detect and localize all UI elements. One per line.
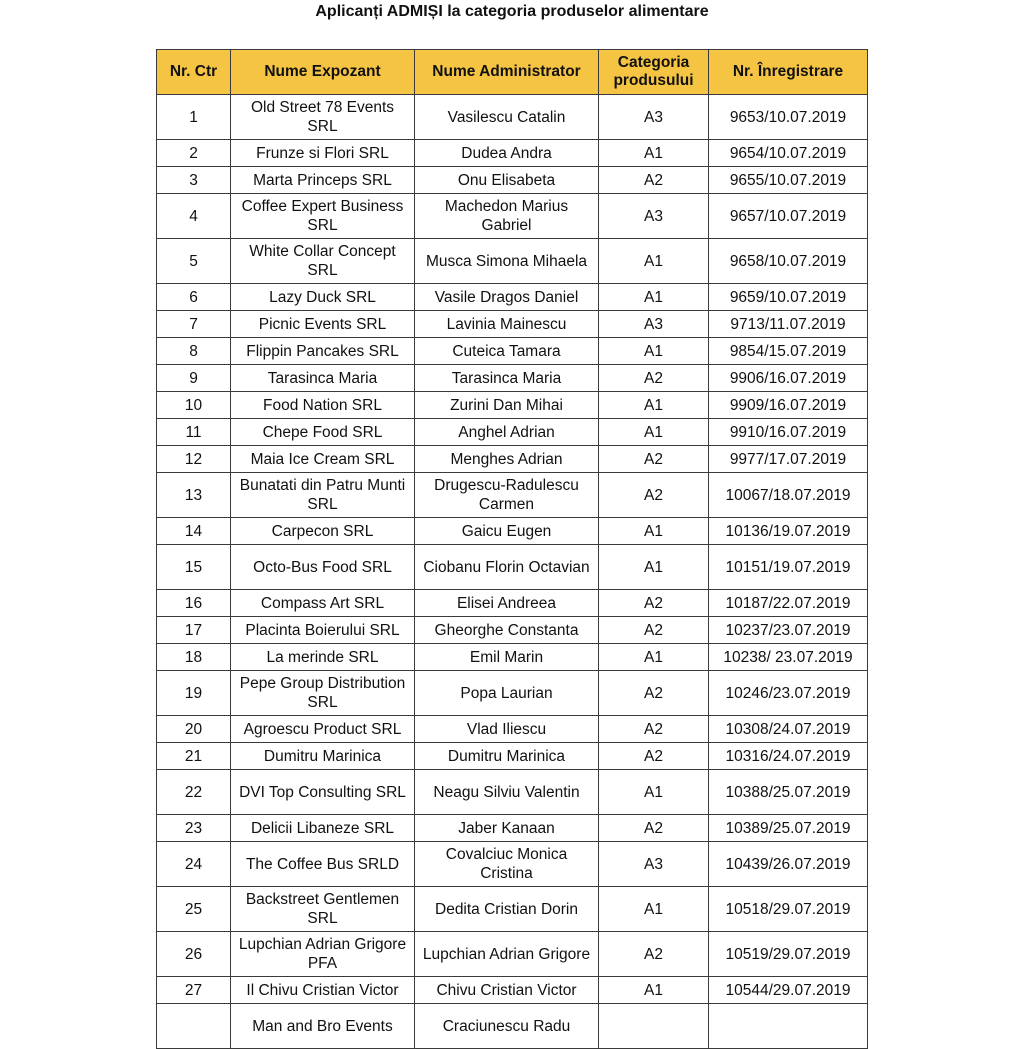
cell-expozant: Marta Princeps SRL <box>231 167 415 194</box>
cell-administrator: Dedita Cristian Dorin <box>415 887 599 932</box>
cell-categorie: A3 <box>599 95 709 140</box>
cell-expozant: Carpecon SRL <box>231 518 415 545</box>
cell-inregistrare: 10388/25.07.2019 <box>709 770 868 815</box>
column-header-inregistrare: Nr. Înregistrare <box>709 50 868 95</box>
cell-inregistrare: 10519/29.07.2019 <box>709 932 868 977</box>
cell-categorie: A1 <box>599 770 709 815</box>
table-row <box>157 446 868 473</box>
cell-nr: 12 <box>157 446 231 473</box>
cell-nr: 14 <box>157 518 231 545</box>
cell-inregistrare: 10246/23.07.2019 <box>709 671 868 716</box>
cell-categorie: A2 <box>599 815 709 842</box>
cell-inregistrare: 9657/10.07.2019 <box>709 194 868 239</box>
cell-administrator: Vasile Dragos Daniel <box>415 284 599 311</box>
cell-inregistrare: 10237/23.07.2019 <box>709 617 868 644</box>
cell-administrator: Chivu Cristian Victor <box>415 977 599 1004</box>
cell-nr: 18 <box>157 644 231 671</box>
cell-categorie: A2 <box>599 446 709 473</box>
cell-inregistrare: 9910/16.07.2019 <box>709 419 868 446</box>
cell-administrator: Menghes Adrian <box>415 446 599 473</box>
cell-administrator: Vlad Iliescu <box>415 716 599 743</box>
cell-inregistrare: 9658/10.07.2019 <box>709 239 868 284</box>
cell-administrator: Neagu Silviu Valentin <box>415 770 599 815</box>
cell-nr: 26 <box>157 932 231 977</box>
cell-categorie: A2 <box>599 473 709 518</box>
cell-categorie: A2 <box>599 365 709 392</box>
cell-nr: 19 <box>157 671 231 716</box>
cell-categorie: A2 <box>599 932 709 977</box>
cell-categorie: A1 <box>599 518 709 545</box>
cell-expozant: Lazy Duck SRL <box>231 284 415 311</box>
cell-nr: 8 <box>157 338 231 365</box>
cell-categorie: A1 <box>599 644 709 671</box>
cell-inregistrare: 9653/10.07.2019 <box>709 95 868 140</box>
cell-administrator: Zurini Dan Mihai <box>415 392 599 419</box>
cell-nr: 11 <box>157 419 231 446</box>
cell-nr <box>157 1004 231 1049</box>
table-row <box>157 617 868 644</box>
cell-administrator: Tarasinca Maria <box>415 365 599 392</box>
table-row <box>157 887 868 932</box>
table-body <box>157 95 868 1049</box>
table-row <box>157 770 868 815</box>
cell-categorie: A1 <box>599 239 709 284</box>
cell-administrator: Jaber Kanaan <box>415 815 599 842</box>
cell-administrator: Popa Laurian <box>415 671 599 716</box>
cell-nr: 24 <box>157 842 231 887</box>
cell-categorie: A3 <box>599 311 709 338</box>
cell-expozant: Food Nation SRL <box>231 392 415 419</box>
cell-administrator: Onu Elisabeta <box>415 167 599 194</box>
cell-expozant: Picnic Events SRL <box>231 311 415 338</box>
column-header-expozant: Nume Expozant <box>231 50 415 95</box>
table-row <box>157 716 868 743</box>
cell-administrator: Machedon Marius Gabriel <box>415 194 599 239</box>
cell-expozant: Delicii Libaneze SRL <box>231 815 415 842</box>
column-header-categorie: Categoria produsului <box>599 50 709 95</box>
cell-administrator: Gheorghe Constanta <box>415 617 599 644</box>
cell-inregistrare: 10518/29.07.2019 <box>709 887 868 932</box>
cell-nr: 23 <box>157 815 231 842</box>
table-row <box>157 284 868 311</box>
cell-categorie: A2 <box>599 167 709 194</box>
table-row <box>157 239 868 284</box>
cell-categorie: A1 <box>599 338 709 365</box>
cell-nr: 2 <box>157 140 231 167</box>
cell-expozant: Bunatati din Patru Munti SRL <box>231 473 415 518</box>
table-row <box>157 473 868 518</box>
table-row <box>157 167 868 194</box>
cell-nr: 21 <box>157 743 231 770</box>
table-row <box>157 338 868 365</box>
table-row <box>157 194 868 239</box>
cell-categorie: A1 <box>599 977 709 1004</box>
cell-categorie: A2 <box>599 716 709 743</box>
cell-expozant: Man and Bro Events <box>231 1004 415 1049</box>
table-row <box>157 932 868 977</box>
cell-expozant: Flippin Pancakes SRL <box>231 338 415 365</box>
cell-inregistrare: 10187/22.07.2019 <box>709 590 868 617</box>
table-row <box>157 977 868 1004</box>
cell-categorie: A3 <box>599 194 709 239</box>
cell-categorie: A2 <box>599 671 709 716</box>
table-row <box>157 815 868 842</box>
cell-nr: 20 <box>157 716 231 743</box>
cell-inregistrare: 9854/15.07.2019 <box>709 338 868 365</box>
table-row <box>157 365 868 392</box>
cell-nr: 15 <box>157 545 231 590</box>
cell-expozant: Placinta Boierului SRL <box>231 617 415 644</box>
cell-administrator: Covalciuc Monica Cristina <box>415 842 599 887</box>
cell-nr: 5 <box>157 239 231 284</box>
table-row <box>157 842 868 887</box>
admitted-applicants-table <box>156 49 868 1049</box>
cell-nr: 1 <box>157 95 231 140</box>
cell-expozant: Il Chivu Cristian Victor <box>231 977 415 1004</box>
table-row <box>157 671 868 716</box>
cell-nr: 10 <box>157 392 231 419</box>
cell-administrator: Drugescu-Radulescu Carmen <box>415 473 599 518</box>
cell-categorie: A1 <box>599 284 709 311</box>
cell-inregistrare: 10136/19.07.2019 <box>709 518 868 545</box>
cell-categorie: A1 <box>599 887 709 932</box>
cell-expozant: DVI Top Consulting SRL <box>231 770 415 815</box>
cell-categorie: A1 <box>599 545 709 590</box>
cell-expozant: Chepe Food SRL <box>231 419 415 446</box>
cell-administrator: Dudea Andra <box>415 140 599 167</box>
cell-inregistrare: 10067/18.07.2019 <box>709 473 868 518</box>
cell-inregistrare: 10544/29.07.2019 <box>709 977 868 1004</box>
cell-categorie: A2 <box>599 743 709 770</box>
document-title: Aplicanți ADMIȘI la categoria produselor alimentare <box>315 3 709 20</box>
table-row <box>157 1004 868 1049</box>
cell-inregistrare: 10238/ 23.07.2019 <box>709 644 868 671</box>
cell-expozant: Dumitru Marinica <box>231 743 415 770</box>
table-row <box>157 545 868 590</box>
cell-inregistrare: 9654/10.07.2019 <box>709 140 868 167</box>
cell-inregistrare: 9659/10.07.2019 <box>709 284 868 311</box>
table-header-row <box>157 50 868 95</box>
cell-expozant: Backstreet Gentlemen SRL <box>231 887 415 932</box>
cell-expozant: Frunze si Flori SRL <box>231 140 415 167</box>
table-row <box>157 95 868 140</box>
cell-expozant: White Collar Concept SRL <box>231 239 415 284</box>
cell-administrator: Craciunescu Radu <box>415 1004 599 1049</box>
cell-categorie: A1 <box>599 140 709 167</box>
cell-expozant: Agroescu Product SRL <box>231 716 415 743</box>
table-row <box>157 311 868 338</box>
cell-expozant: Maia Ice Cream SRL <box>231 446 415 473</box>
cell-administrator: Elisei Andreea <box>415 590 599 617</box>
cell-expozant: The Coffee Bus SRLD <box>231 842 415 887</box>
cell-inregistrare: 10151/19.07.2019 <box>709 545 868 590</box>
table-row <box>157 140 868 167</box>
column-header-nr: Nr. Ctr <box>157 50 231 95</box>
cell-categorie: A1 <box>599 419 709 446</box>
cell-expozant: Old Street 78 Events SRL <box>231 95 415 140</box>
cell-categorie <box>599 1004 709 1049</box>
cell-administrator: Cuteica Tamara <box>415 338 599 365</box>
cell-nr: 7 <box>157 311 231 338</box>
table-row <box>157 419 868 446</box>
cell-administrator: Vasilescu Catalin <box>415 95 599 140</box>
cell-nr: 22 <box>157 770 231 815</box>
cell-inregistrare: 10308/24.07.2019 <box>709 716 868 743</box>
cell-administrator: Lavinia Mainescu <box>415 311 599 338</box>
cell-categorie: A2 <box>599 617 709 644</box>
table-row <box>157 590 868 617</box>
cell-expozant: Lupchian Adrian Grigore PFA <box>231 932 415 977</box>
cell-nr: 6 <box>157 284 231 311</box>
cell-nr: 17 <box>157 617 231 644</box>
cell-administrator: Gaicu Eugen <box>415 518 599 545</box>
cell-expozant: Coffee Expert Business SRL <box>231 194 415 239</box>
cell-inregistrare: 9713/11.07.2019 <box>709 311 868 338</box>
table-row <box>157 518 868 545</box>
cell-nr: 9 <box>157 365 231 392</box>
cell-expozant: Pepe Group Distribution SRL <box>231 671 415 716</box>
cell-expozant: Octo-Bus Food SRL <box>231 545 415 590</box>
cell-administrator: Lupchian Adrian Grigore <box>415 932 599 977</box>
cell-categorie: A2 <box>599 590 709 617</box>
cell-categorie: A1 <box>599 392 709 419</box>
column-header-administrator: Nume Administrator <box>415 50 599 95</box>
cell-inregistrare: 9906/16.07.2019 <box>709 365 868 392</box>
cell-administrator: Ciobanu Florin Octavian <box>415 545 599 590</box>
cell-expozant: La merinde SRL <box>231 644 415 671</box>
cell-nr: 13 <box>157 473 231 518</box>
cell-administrator: Emil Marin <box>415 644 599 671</box>
cell-nr: 3 <box>157 167 231 194</box>
cell-administrator: Anghel Adrian <box>415 419 599 446</box>
cell-inregistrare: 10389/25.07.2019 <box>709 815 868 842</box>
cell-categorie: A3 <box>599 842 709 887</box>
cell-expozant: Tarasinca Maria <box>231 365 415 392</box>
cell-expozant: Compass Art SRL <box>231 590 415 617</box>
table-row <box>157 644 868 671</box>
cell-administrator: Musca Simona Mihaela <box>415 239 599 284</box>
cell-inregistrare <box>709 1004 868 1049</box>
cell-inregistrare: 9909/16.07.2019 <box>709 392 868 419</box>
cell-inregistrare: 10316/24.07.2019 <box>709 743 868 770</box>
table-row <box>157 392 868 419</box>
cell-nr: 16 <box>157 590 231 617</box>
cell-inregistrare: 9655/10.07.2019 <box>709 167 868 194</box>
cell-nr: 25 <box>157 887 231 932</box>
cell-nr: 27 <box>157 977 231 1004</box>
cell-inregistrare: 9977/17.07.2019 <box>709 446 868 473</box>
cell-inregistrare: 10439/26.07.2019 <box>709 842 868 887</box>
cell-administrator: Dumitru Marinica <box>415 743 599 770</box>
table-row <box>157 743 868 770</box>
cell-nr: 4 <box>157 194 231 239</box>
